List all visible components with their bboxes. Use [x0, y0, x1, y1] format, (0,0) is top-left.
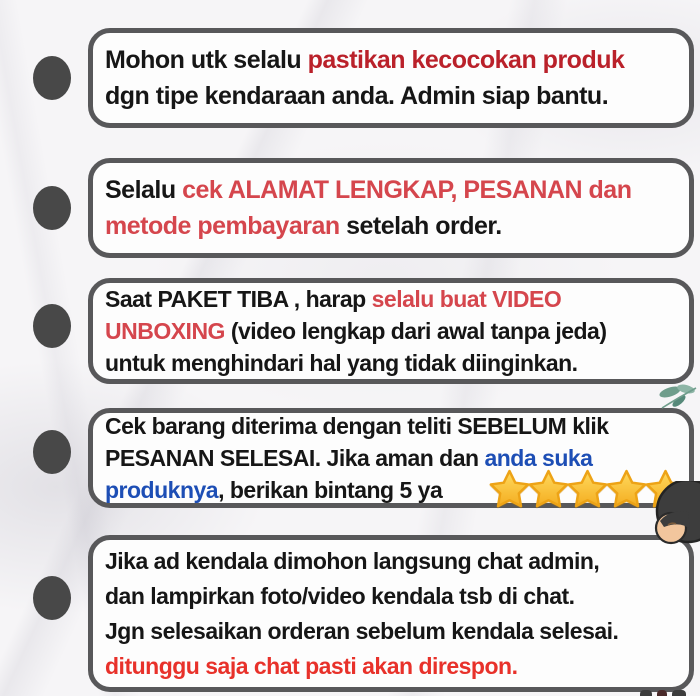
- notice-line: [105, 283, 683, 315]
- bullet-dot: [33, 304, 71, 348]
- bullet-dot: [33, 186, 71, 230]
- star-icon: [527, 468, 570, 511]
- text-segment: UNBOXING: [105, 318, 231, 344]
- notice-box-1: [88, 28, 694, 128]
- notice-line: [105, 544, 683, 579]
- notice-line: [105, 579, 683, 614]
- notice-box-5: [88, 535, 694, 692]
- text-segment: metode pembayaran: [105, 212, 347, 240]
- cutoff-watermark-marks: [640, 690, 686, 696]
- text-segment: Saat PAKET TIBA , harap: [105, 286, 372, 312]
- notice-row-3: [88, 278, 694, 384]
- notice-line: [105, 208, 683, 244]
- text-segment: ditunggu saja chat pasti akan direspon.: [105, 652, 518, 679]
- notice-row-5: [88, 535, 694, 692]
- notice-row-2: [88, 158, 694, 258]
- text-segment: Jgn selesaikan orderan sebelum kendala selesai.: [105, 617, 619, 644]
- text-segment: setelah order.: [346, 212, 502, 240]
- text-segment: , berikan bintang 5 ya: [218, 477, 443, 503]
- notice-line: [105, 42, 683, 78]
- notice-row-1: [88, 28, 694, 128]
- text-segment: cek ALAMAT LENGKAP, PESANAN dan: [182, 176, 632, 204]
- text-segment: Jika ad kendala dimohon langsung chat admin,: [105, 547, 600, 574]
- text-segment: Selalu: [105, 176, 183, 204]
- bullet-dot: [33, 430, 71, 474]
- notice-line: [105, 410, 683, 442]
- bullet-dot: [33, 576, 71, 620]
- notice-line: [105, 172, 683, 208]
- notice-list: [0, 28, 700, 692]
- notice-line: [105, 614, 683, 649]
- text-segment: selalu buat VIDEO: [371, 286, 562, 312]
- notice-box-4: [88, 408, 694, 508]
- text-segment: PESANAN SELESAI. Jika aman dan: [105, 445, 485, 471]
- star-icon: [488, 468, 531, 511]
- notice-box-2: [88, 158, 694, 258]
- text-segment: produknya: [105, 477, 219, 503]
- text-segment: dgn tipe kendaraan anda. Admin siap bantu.: [105, 82, 609, 110]
- text-segment: (video lengkap dari awal tanpa jeda): [230, 318, 607, 344]
- text-segment: Cek barang diterima dengan teliti SEBELUM klik: [105, 413, 609, 439]
- text-segment: dan lampirkan foto/video kendala tsb di chat.: [105, 582, 575, 609]
- text-segment: anda suka: [484, 445, 593, 471]
- star-icon: [566, 468, 609, 511]
- peeking-person-head-icon: [654, 481, 700, 550]
- notice-box-3: [88, 278, 694, 384]
- notice-line: [105, 315, 683, 347]
- notice-line: [105, 649, 683, 684]
- text-segment: Mohon utk selalu: [105, 46, 308, 74]
- notice-line: [105, 78, 683, 114]
- star-icon: [605, 468, 648, 511]
- notice-row-4: [88, 408, 694, 508]
- plant-leaves-icon: [652, 376, 700, 416]
- notice-line: [105, 347, 683, 379]
- text-segment: pastikan kecocokan produk: [307, 46, 625, 74]
- text-segment: untuk menghindari hal yang tidak diinginkan.: [105, 350, 578, 376]
- bullet-dot: [33, 56, 71, 100]
